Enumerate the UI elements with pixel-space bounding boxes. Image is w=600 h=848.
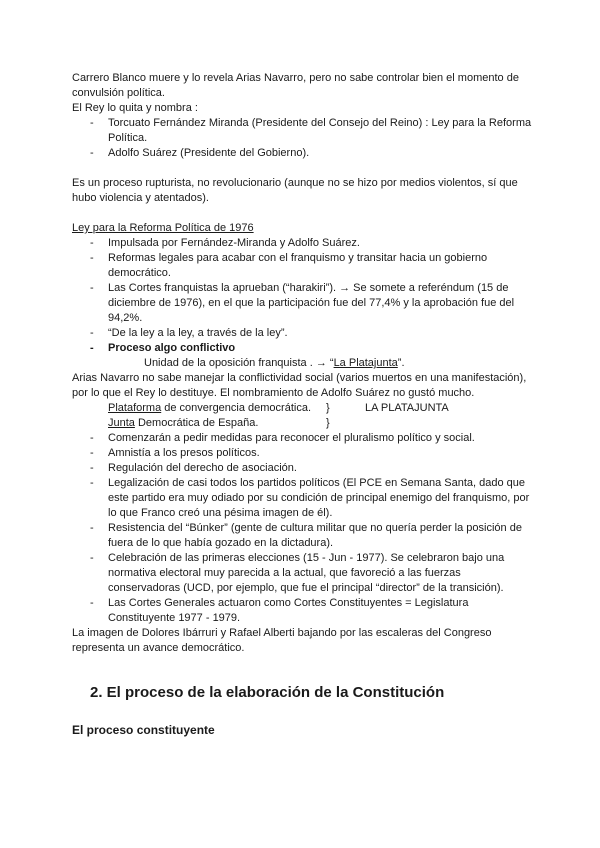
brace-top: } [326,402,330,414]
junta-row [72,416,532,431]
ley-list [72,236,532,356]
plataforma-row [72,401,532,416]
ley-heading: Ley para la Reforma Política de 1976 [72,222,254,234]
rupture-paragraph: Es un proceso rupturista, no revolucionario (aunque no se hizo por medios violentos, sí que hubo violencia y atentados). [72,177,518,204]
plataforma-rest: de convergencia democrática. [161,402,312,414]
measures-list [72,431,532,626]
list-item: - Las Cortes Generales actuaron como Cortes Constituyentes = Legislatura Constituyente 1977 - 1979. [108,596,532,626]
brace-bottom: } [326,417,330,429]
list-item: - Adolfo Suárez (Presidente del Gobierno). [108,146,532,161]
plataforma-word: Plataforma [108,402,162,414]
list-item: - Impulsada por Fernández-Miranda y Adolfo Suárez. [108,236,532,251]
king-paragraph: El Rey lo quita y nombra : [72,102,198,114]
unidad-suffix: ”. [397,357,405,369]
section-subtitle: El proceso constituyente [72,723,215,737]
document-page [72,71,532,738]
list-item: - Legalización de casi todos los partidos políticos (El PCE en Semana Santa, dado que este partido era muy odiado por su condición de principal enemigo del franquismo, por lo que Franco creó una pésima imagen de él). [108,476,532,521]
list-item: - Las Cortes franquistas la aprueban (“harakiri”). → Se somete a referéndum (15 de diciembre de 1976), en el que la participación fue del 77,4% y la aprobación fue del 94,2%. [108,281,532,326]
list-item: - Comenzarán a pedir medidas para reconocer el pluralismo político y social. [108,431,532,446]
arias-paragraph: Arias Navarro no sabe manejar la conflictividad social (varios muertos en una manifestación), por lo que el Rey lo destituye. El nombramiento de Adolfo Suárez no gustó mucho. [72,372,527,399]
junta-word: Junta [108,417,135,429]
intro-paragraph: Carrero Blanco muere y lo revela Arias Navarro, pero no sabe controlar bien el momento de convulsión política. [72,72,519,99]
list-item: - Torcuato Fernández Miranda (Presidente del Consejo del Reino) : Ley para la Reforma Política. [108,116,532,146]
closing-paragraph: La imagen de Dolores Ibárruri y Rafael Alberti bajando por las escaleras del Congreso representa un avance democrático. [72,627,492,654]
section-title: 2. El proceso de la elaboración de la Constitución [90,684,445,701]
list-item: - Celebración de las primeras elecciones (15 - Jun - 1977). Se celebraron bajo una normativa electoral muy parecida a la actual, que favoreció a las fuerzas conservadoras (UCD, por ejemplo, que fue el principal “director” de la transición). [108,551,532,596]
list-item: - Amnistía a los presos políticos. [108,446,532,461]
unidad-line [72,356,532,371]
list-item: - Reformas legales para acabar con el franquismo y transitar hacia un gobierno democrático. [108,251,532,281]
junta-rest: Democrática de España. [134,417,259,429]
appointments-list [72,116,532,161]
list-item: - Regulación del derecho de asociación. [108,461,532,476]
list-item: - “De la ley a la ley, a través de la ley”. [108,326,532,341]
conflict-item: - Proceso algo conflictivo [108,341,532,356]
list-item: - Resistencia del “Búnker” (gente de cultura militar que no quería perder la posición de fuera de lo que había gozado en la dictadura). [108,521,532,551]
platajunta-tag: LA PLATAJUNTA [365,402,449,414]
platajunta-link: La Platajunta [333,357,398,369]
unidad-prefix: Unidad de la oposición franquista . → “ [144,357,334,369]
